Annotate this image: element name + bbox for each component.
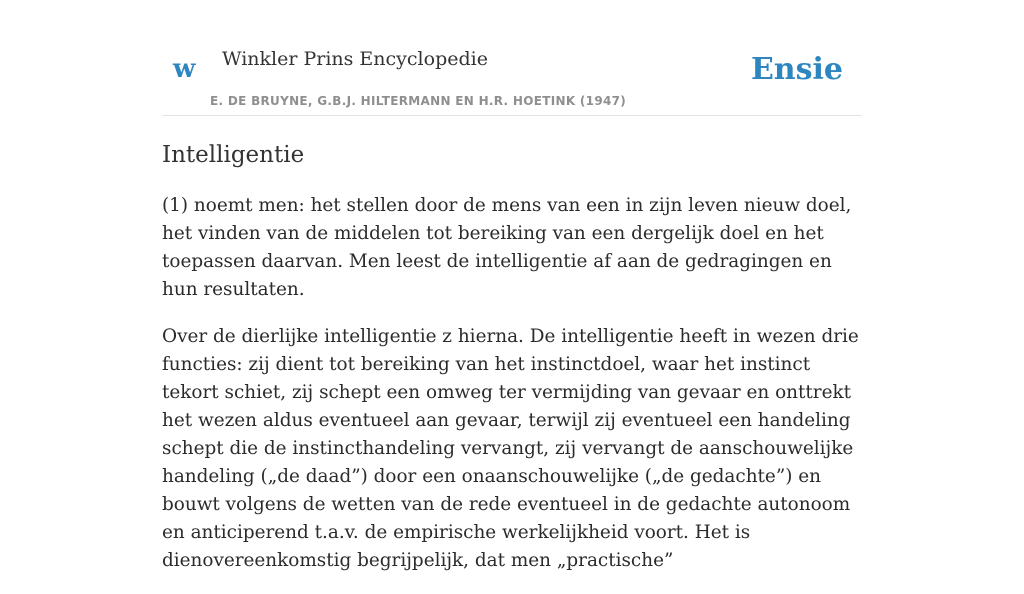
entry-body xyxy=(162,192,862,594)
entry-paragraph: (1) noemt men: het stellen door de mens van een in zijn leven nieuw doel, het vinden van de middelen tot bereiking van een dergelijk doel en het toepassen daarvan. Men leest de intelligentie af aan de gedragingen en hun resultaten. xyxy=(162,195,852,300)
wp-logo[interactable]: w xyxy=(173,54,196,84)
ensie-logo[interactable]: Ensie xyxy=(750,52,843,87)
authors-line: E. DE BRUYNE, G.B.J. HILTERMANN EN H.R. HOETINK (1947) xyxy=(210,94,627,108)
publication-title[interactable]: Winkler Prins Encyclopedie xyxy=(222,48,488,70)
entry-title: Intelligentie xyxy=(162,142,305,168)
header-divider xyxy=(162,115,862,116)
entry-paragraph: Over de dierlijke intelligentie z hierna. De intelligentie heeft in wezen drie functies: zij dient tot bereiking van het instinctdoel, waar het instinct tekort schiet, zij schept een omweg ter vermijding van gevaar en onttrekt het wezen aldus eventueel aan gevaar, terwijl zij eventueel een handeling schept die de instincthandeling vervangt, zij vervangt de aanschouwelijke handeling („de daad”) door een onaanschouwelijke („de gedachte”) en bouwt volgens de wetten van de rede eventueel in de gedachte autonoom en anticiperend t.a.v. de empirische werkelijkheid voort. Het is dienovereenkomstig begrijpelijk, dat men „practische” xyxy=(162,326,859,571)
